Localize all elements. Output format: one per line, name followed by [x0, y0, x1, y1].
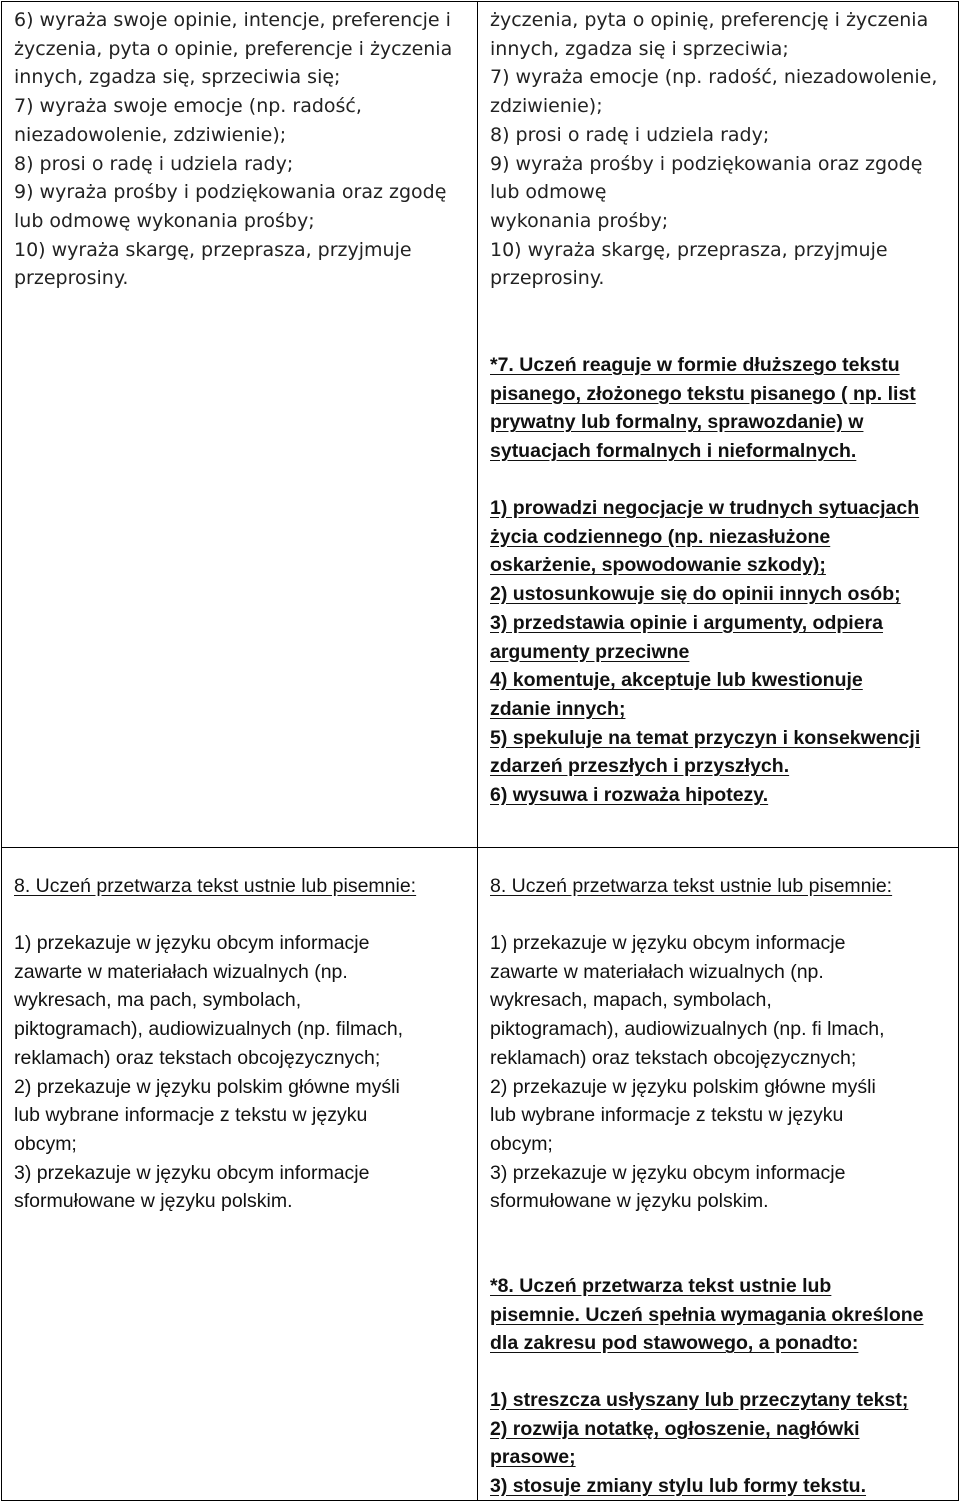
- basic-level-cell: [2, 2, 478, 848]
- list-line: prasowe;: [490, 1446, 576, 1469]
- list-line: obcym;: [14, 1132, 77, 1155]
- list-line: zawarte w materiałach wizualnych (np.: [14, 960, 348, 983]
- list-line: 1) przekazuje w języku obcym informacje: [14, 932, 370, 954]
- list-line: życia codziennego (np. niezasłużone: [490, 525, 831, 548]
- list-line: 8) prosi o radę i udziela rady;: [14, 152, 294, 175]
- list-line: 3) przekazuje w języku obcym informacje: [14, 1161, 370, 1184]
- list-line: 2) przekazuje w języku polskim główne myśli: [490, 1075, 876, 1098]
- list-line: 9) wyraża prośby i podziękowania oraz zgodę: [14, 181, 447, 204]
- list-line: 1) streszcza usłyszany lub przeczytany tekst;: [490, 1389, 909, 1411]
- list-line: lub wybrane informacje z tekstu w języku: [14, 1104, 368, 1127]
- list-line: innych, zgadza się, sprzeciwia się;: [14, 66, 341, 89]
- list-line: zdziwienie);: [490, 95, 603, 118]
- speaking-skills-list: [14, 6, 452, 293]
- basic-level-cell: [2, 848, 478, 1501]
- list-line: 3) przekazuje w języku obcym informacje: [490, 1161, 846, 1184]
- heading-line: sytuacjach formalnych i nieformalnych.: [490, 440, 857, 463]
- list-line: niezadowolenie, zdziwienie);: [14, 123, 287, 146]
- list-line: 7) wyraża emocje (np. radość, niezadowolenie,: [490, 66, 938, 89]
- list-line: 1) przekazuje w języku obcym informacje: [490, 932, 846, 954]
- requirements-table: [1, 1, 959, 1501]
- table-row: [2, 2, 959, 848]
- extended-items-8: [490, 1386, 908, 1501]
- list-line: lub odmowę: [490, 181, 607, 204]
- list-line: 3) stosuje zmiany stylu lub formy tekstu.: [490, 1475, 867, 1498]
- heading-line: prywatny lub formalny, sprawozdanie) w: [490, 411, 864, 434]
- mediation-list: [490, 929, 885, 1216]
- list-line: lub wybrane informacje z tekstu w języku: [490, 1104, 844, 1127]
- table-row: [2, 848, 959, 1501]
- mediation-heading: [490, 872, 892, 901]
- list-line: 6) wyraża swoje opinie, intencje, preferencje i: [14, 9, 451, 31]
- list-line: piktogramach), audiowizualnych (np. filmach,: [14, 1018, 404, 1041]
- list-line: piktogramach), audiowizualnych (np. fi lmach,: [490, 1018, 885, 1041]
- list-line: 9) wyraża prośby i podziękowania oraz zgodę: [490, 152, 923, 175]
- list-line: argumenty przeciwne: [490, 640, 690, 663]
- list-line: wykresach, ma pach, symbolach,: [14, 989, 302, 1012]
- list-line: życzenia, pyta o opinię, preferencję i życzenia: [490, 9, 929, 31]
- list-line: wykresach, mapach, symbolach,: [490, 989, 772, 1012]
- section-heading: 8. Uczeń przetwarza tekst ustnie lub pisemnie:: [14, 875, 417, 897]
- speaking-skills-list: [490, 6, 937, 293]
- list-line: reklamach) oraz tekstach obcojęzycznych;: [14, 1046, 381, 1069]
- list-line: przeprosiny.: [14, 267, 129, 290]
- list-line: 7) wyraża swoje emocje (np. radość,: [14, 95, 362, 118]
- list-line: sformułowane w języku polskim.: [14, 1190, 293, 1213]
- list-line: przeprosiny.: [490, 267, 605, 290]
- list-line: sformułowane w języku polskim.: [490, 1190, 769, 1213]
- list-line: 3) przedstawia opinie i argumenty, odpiera: [490, 611, 883, 634]
- list-line: reklamach) oraz tekstach obcojęzycznych;: [490, 1046, 857, 1069]
- list-line: 10) wyraża skargę, przeprasza, przyjmuje: [14, 238, 412, 261]
- extended-level-cell: [478, 2, 959, 848]
- heading-line: pisemnie. Uczeń spełnia wymagania określone: [490, 1303, 924, 1326]
- heading-line: *7. Uczeń reaguje w formie dłuższego tekstu: [490, 354, 900, 376]
- list-line: 1) prowadzi negocjacje w trudnych sytuacjach: [490, 497, 920, 519]
- list-line: 2) ustosunkowuje się do opinii innych osób;: [490, 583, 901, 606]
- list-line: zdanie innych;: [490, 697, 626, 720]
- list-line: życzenia, pyta o opinie, preferencje i życzenia: [14, 37, 453, 60]
- list-line: 2) przekazuje w języku polskim główne myśli: [14, 1075, 400, 1098]
- list-line: 4) komentuje, akceptuje lub kwestionuje: [490, 669, 863, 692]
- list-line: 6) wysuwa i rozważa hipotezy.: [490, 784, 769, 807]
- heading-line: dla zakresu pod stawowego, a ponadto:: [490, 1332, 859, 1355]
- heading-line: *8. Uczeń przetwarza tekst ustnie lub: [490, 1275, 832, 1297]
- list-line: zdarzeń przeszłych i przyszłych.: [490, 755, 790, 778]
- mediation-list: [14, 929, 403, 1216]
- extended-level-cell: [478, 848, 959, 1501]
- list-line: wykonania prośby;: [490, 209, 669, 232]
- list-line: oskarżenie, spowodowanie szkody);: [490, 554, 826, 577]
- list-line: 2) rozwija notatkę, ogłoszenie, nagłówki: [490, 1417, 860, 1440]
- list-line: 5) spekuluje na temat przyczyn i konsekwencji: [490, 726, 921, 749]
- list-line: zawarte w materiałach wizualnych (np.: [490, 960, 824, 983]
- list-line: obcym;: [490, 1132, 553, 1155]
- list-line: 8) prosi o radę i udziela rady;: [490, 123, 770, 146]
- mediation-heading: [14, 872, 416, 901]
- section-heading: 8. Uczeń przetwarza tekst ustnie lub pisemnie:: [490, 875, 893, 897]
- extended-items-7: [490, 494, 920, 810]
- list-line: 10) wyraża skargę, przeprasza, przyjmuje: [490, 238, 888, 261]
- list-line: lub odmowę wykonania prośby;: [14, 209, 315, 232]
- list-line: innych, zgadza się i sprzeciwia;: [490, 37, 789, 60]
- extended-heading-7: [490, 351, 916, 466]
- heading-line: pisanego, złożonego tekstu pisanego ( np. list: [490, 382, 916, 405]
- extended-heading-8: [490, 1272, 924, 1358]
